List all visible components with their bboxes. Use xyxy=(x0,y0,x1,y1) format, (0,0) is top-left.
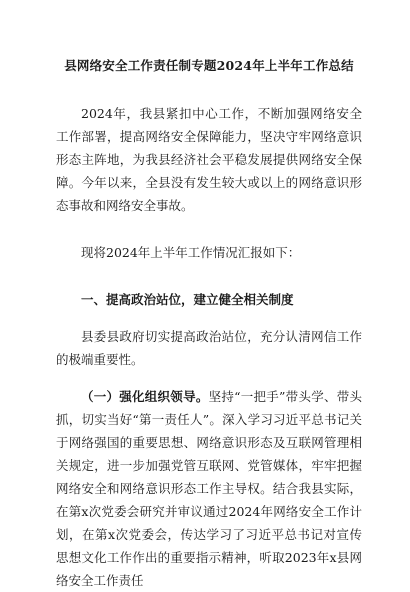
spacer xyxy=(56,311,362,325)
section-1-heading: 一、提高政治站位，建立健全相关制度 xyxy=(81,292,294,307)
spacer xyxy=(56,371,362,385)
spacer xyxy=(56,217,362,241)
section-1-paragraph: 县委县政府切实提高政治站位，充分认清网信工作的极端重要性。 xyxy=(56,329,362,367)
document-title: 县网络安全工作责任制专题2024年上半年工作总结 xyxy=(64,58,354,73)
subsection-1-paragraph xyxy=(56,385,362,592)
intro-paragraph: 2024年，我县紧扣中心工作，不断加强网络安全工作部署，提高网络安全保障能力，坚决守牢网络意识形态主阵地，为我县经济社会平稳发展提供网络安全保障。今年以来，全县没有发生较大或以上的网络意识形态事故和网络安全事故。 xyxy=(56,106,362,213)
subsection-1-heading: （一）强化组织领导。 xyxy=(81,389,209,404)
spacer xyxy=(56,264,362,288)
report-lead-paragraph: 现将2024年上半年工作情况汇报如下： xyxy=(81,245,301,260)
subsection-1-body: 坚持“一把手”带头学、带头抓，切实当好“第一责任人”。深入学习习近平总书记关于网络强国的重要思想、网络意识形态及互联网管理相关规定，进一步加强党管互联网、党管媒体，牢牢把握网络安全和网络意识形态工作主导权。结合我县实际，在第x次党委会研究并审议通过2024年网络安全工作计划，在第x次党委会，传达学习了习近平总书记对宣传思想文化工作作出的重要指示精神，听取2023年x县网络安全工作责任 xyxy=(56,389,362,588)
